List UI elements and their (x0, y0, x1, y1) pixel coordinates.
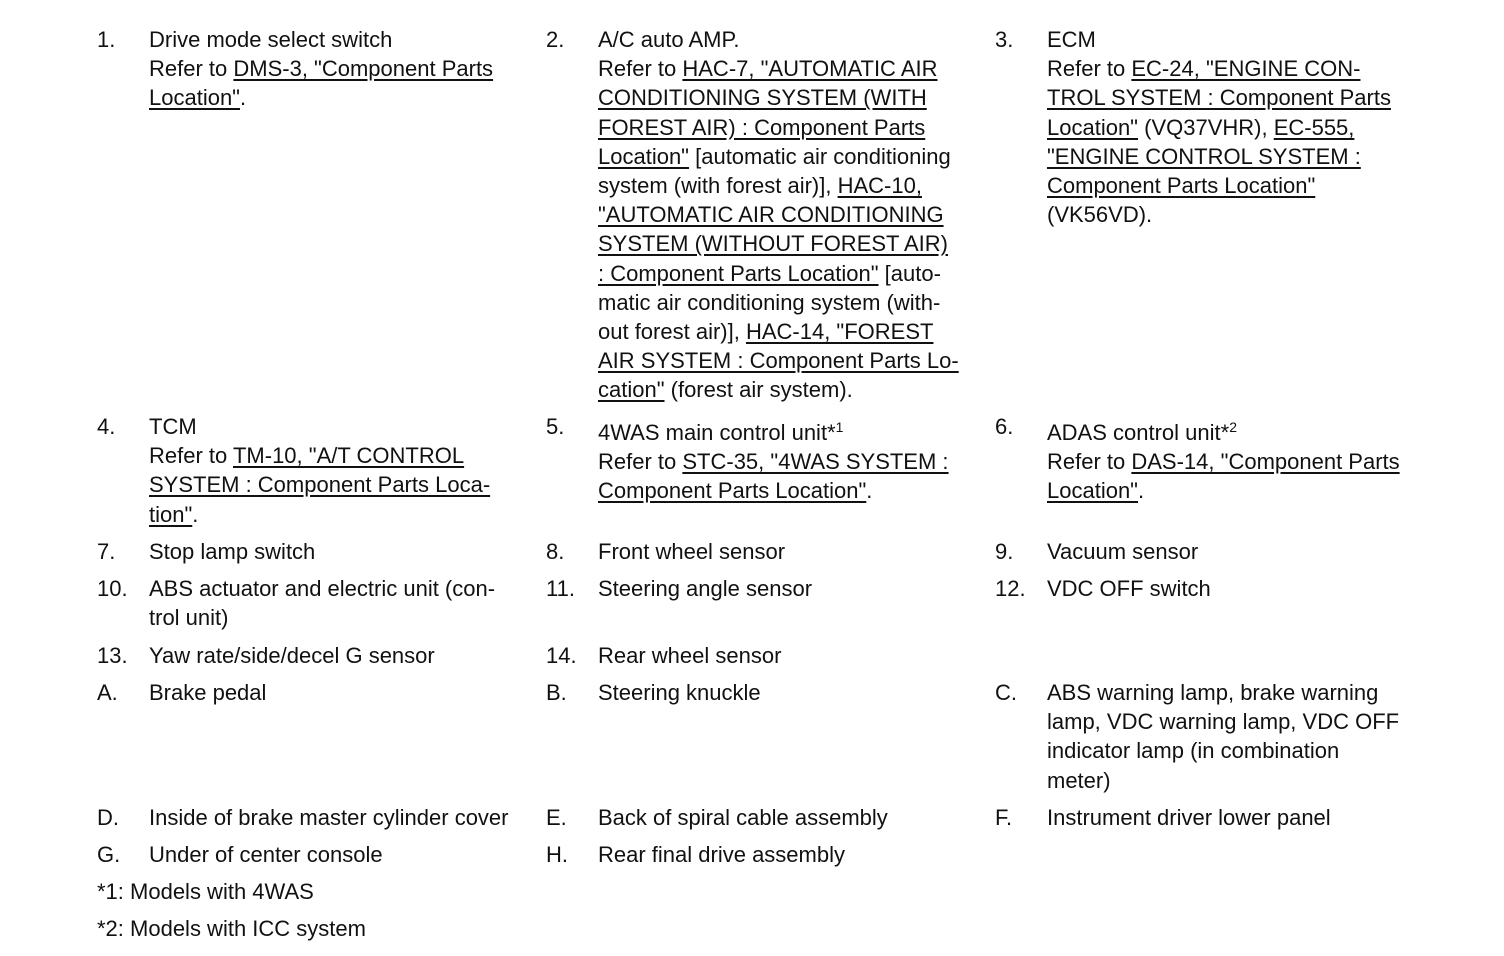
item-number: 6. (995, 414, 1014, 439)
reference-link-hac-7-cont[interactable]: CONDITIONING SYSTEM (WITH (598, 85, 927, 111)
item-number: 3. (995, 27, 1014, 52)
item-number: 11. (546, 576, 575, 601)
reference-link-dms-3[interactable]: DMS-3, "Component Parts (233, 56, 494, 82)
reference-link-hac-7[interactable]: HAC-7, "AUTOMATIC AIR (682, 56, 938, 82)
reference-link-hac-14-cont[interactable]: AIR SYSTEM : Component Parts Lo- (598, 348, 959, 374)
reference-link-tm-10-cont[interactable]: SYSTEM : Component Parts Loca- (149, 472, 491, 498)
reference-link-hac-7-cont[interactable]: FOREST AIR) : Component Parts (598, 114, 926, 140)
reference-link-stc-35[interactable]: STC-35, "4WAS SYSTEM : (682, 449, 949, 475)
item-label: ABS actuator and electric unit (con- (149, 576, 496, 601)
reference-link-ec-24-cont[interactable]: TROL SYSTEM : Component Parts (1047, 85, 1391, 111)
item-label-cont: lamp, VDC warning lamp, VDC OFF (1047, 709, 1400, 735)
item-label: Steering angle sensor (598, 576, 813, 601)
reference-link-tm-10-cont[interactable]: tion" (149, 501, 193, 527)
footnote-marker: 2 (1229, 419, 1237, 435)
item-label: TCM (149, 414, 197, 439)
item-label-cont: meter) (1047, 767, 1111, 793)
item-number: C. (995, 680, 1017, 705)
item-number: E. (546, 805, 567, 830)
item-number: 7. (97, 539, 116, 564)
item-label: Vacuum sensor (1047, 539, 1199, 564)
reference-link-tm-10[interactable]: TM-10, "A/T CONTROL (232, 443, 465, 469)
reference-link-ec-24[interactable]: EC-24, "ENGINE CON- (1131, 56, 1361, 82)
item-number: 13. (97, 643, 128, 668)
item-label: Inside of brake master cylinder cover (149, 805, 509, 830)
item-label: Back of spiral cable assembly (598, 805, 888, 830)
item-label: Yaw rate/side/decel G sensor (149, 643, 435, 668)
reference-link-ec-555-cont[interactable]: "ENGINE CONTROL SYSTEM : (1047, 143, 1361, 169)
item-number: 12. (995, 576, 1026, 601)
footnote-2: *2: Models with ICC system (97, 916, 366, 941)
reference-link-das-14[interactable]: DAS-14, "Component Parts (1131, 449, 1400, 475)
item-number: 5. (546, 414, 565, 439)
reference-link-stc-35-cont[interactable]: Component Parts Location" (598, 478, 867, 504)
item-number: D. (97, 805, 119, 830)
reference-link-ec-24-cont[interactable]: Location" (1047, 114, 1138, 140)
item-label: Under of center console (149, 842, 383, 867)
item-number: 1. (97, 27, 116, 52)
item-label: ADAS control unit* (1047, 420, 1230, 445)
item-label: A/C auto AMP. (598, 27, 740, 52)
item-number: H. (546, 842, 568, 867)
item-number: 14. (546, 643, 577, 668)
reference-link-hac-14-cont[interactable]: cation" (598, 377, 665, 403)
item-number: A. (97, 680, 118, 705)
item-label: VDC OFF switch (1047, 576, 1211, 601)
item-label: Instrument driver lower panel (1047, 805, 1331, 830)
item-label: Stop lamp switch (149, 539, 316, 564)
item-number: 9. (995, 539, 1014, 564)
reference-link-hac-10-cont[interactable]: "AUTOMATIC AIR CONDITIONING (598, 202, 944, 228)
footnote-1: *1: Models with 4WAS (97, 879, 314, 904)
reference-link-hac-14[interactable]: HAC-14, "FOREST (745, 319, 934, 345)
item-label: Front wheel sensor (598, 539, 786, 564)
item-number: F. (995, 805, 1013, 830)
reference-link-hac-10[interactable]: HAC-10, (837, 173, 922, 199)
reference-link-das-14-cont[interactable]: Location" (1047, 478, 1138, 504)
reference-link-ec-555-cont[interactable]: Component Parts Location" (1047, 173, 1316, 199)
reference-link-hac-10-cont[interactable]: SYSTEM (WITHOUT FOREST AIR) (598, 231, 948, 257)
item-number: 8. (546, 539, 565, 564)
footnote-marker: 1 (835, 419, 844, 435)
item-label: Steering knuckle (598, 680, 761, 705)
item-label: ABS warning lamp, brake warning (1047, 680, 1379, 705)
item-label: Drive mode select switch (149, 27, 393, 52)
item-label: Rear final drive assembly (598, 842, 845, 867)
item-number: 2. (546, 27, 565, 52)
item-number: 10. (97, 576, 128, 601)
item-label-cont: indicator lamp (in combination (1047, 738, 1340, 764)
item-label: Rear wheel sensor (598, 643, 782, 668)
item-number: 4. (97, 414, 116, 439)
item-number: B. (546, 680, 567, 705)
item-label: Brake pedal (149, 680, 267, 705)
item-label: ECM (1047, 27, 1096, 52)
reference-link-hac-7-cont[interactable]: Location" (598, 143, 689, 169)
item-label-cont: trol unit) (149, 605, 229, 631)
item-number: G. (97, 842, 121, 867)
item-label: 4WAS main control unit* (598, 420, 836, 445)
reference-link-dms-3-cont[interactable]: Location" (149, 85, 240, 111)
reference-link-hac-10-cont[interactable]: : Component Parts Location" (598, 260, 879, 286)
reference-link-ec-555[interactable]: EC-555, (1273, 114, 1355, 140)
component-legend-page: 1. Drive mode select switch Refer to DMS-3, "Component Parts Location". 2. A/C auto AMP. Refer to HAC-7, "AUTOMATIC AIR CONDITIONING SYSTEM (WITH FOREST AIR) : Component Parts Location" [automatic air conditioning system (with forest air)], HAC-10, "AUTOMATIC AIR CONDITIONING SYSTEM (WITHOUT FOREST AIR) : Component Parts Location" [auto- matic air conditioning system (with- out forest air)], HAC-14, "FOREST AIR SYSTEM : Component Parts Lo- cation" (forest air system). 3. ECM Refer to EC-24, "ENGINE CON- TROL SYSTEM : Component Parts Location" (VQ37VHR), EC-555, "ENGINE CONTROL SYSTEM : Component Parts Location" (VK56VD). 4. TCM Refer to TM-10, "A/T CONTROL SYSTEM : Component Parts Loca- tion". 5. 4WAS main control unit*$^1$ Refer to STC-35, "4WAS SYSTEM : Component Parts Location". 6. ADAS control unit*$^2$ Refer to DAS-14, "Component Parts Location". 7. Stop lamp switch 8. Front wheel sensor 9. Vacuum sensor 10. ABS actuator and electric unit (con- trol unit) 11. Steering angle sensor 12. VDC OFF switch 13. Yaw rate/side/decel G sensor 14. Rear wheel sensor A. Brake pedal B. Steering knuckle C. ABS warning lamp, brake warning lamp, VDC warning lamp, VDC OFF indicator lamp (in combination meter) D. Inside of brake master cylinder cover E. Back of spiral cable assembly F. Instrument driver lower panel G. Under of center console H. Rear final drive assembly *1: Models with 4WAS *2: Models with ICC system (0, 0, 1504, 956)
